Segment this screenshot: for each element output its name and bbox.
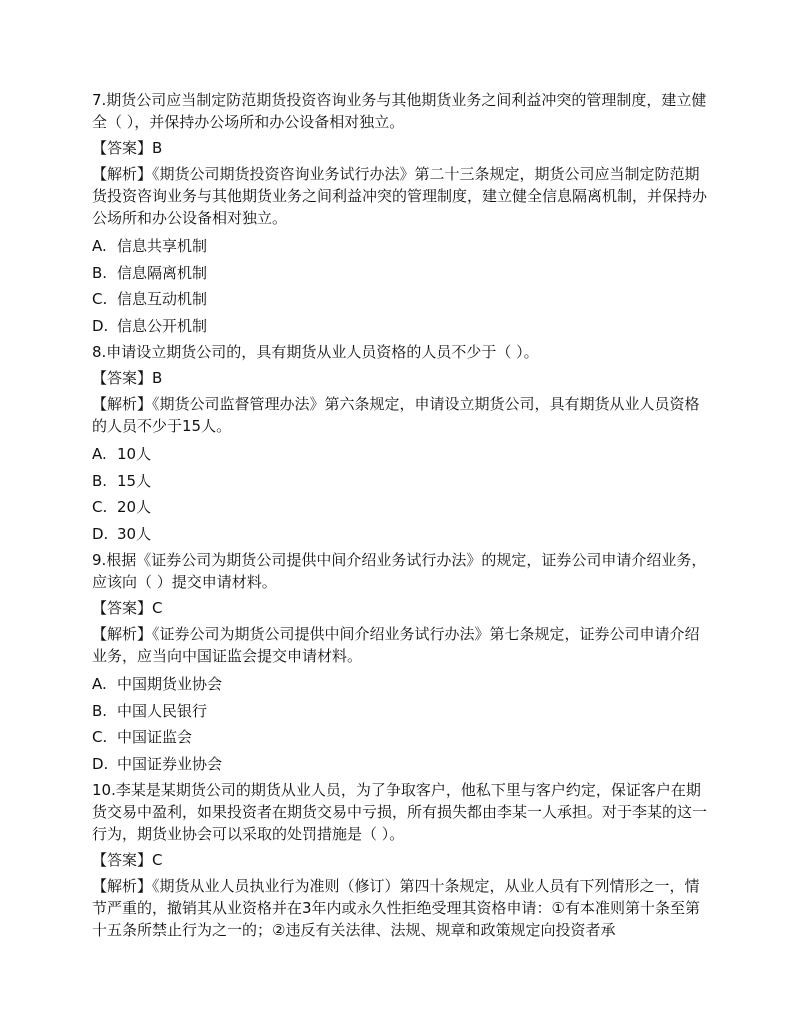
question-block-8 [92, 341, 708, 545]
option-c: C. 20人 [92, 498, 152, 516]
question-text: 7.期货公司应当制定防范期货投资咨询业务与其他期货业务之间利益冲突的管理制度，建立健全（ ），并保持办公场所和办公设备相对独立。 [92, 91, 707, 131]
explanation-text: 【解析】《证券公司为期货公司提供中间介绍业务试行办法》第七条规定，证券公司申请介绍业务，应当向中国证监会提交申请材料。 [92, 625, 700, 665]
explanation-text: 【解析】《期货公司监督管理办法》第六条规定，申请设立期货公司，具有期货从业人员资格的人员不少于15人。 [92, 395, 700, 435]
option-c: C. 信息互动机制 [92, 290, 208, 308]
answer-label: 【答案】C [92, 599, 163, 617]
answer-label: 【答案】B [92, 139, 163, 157]
option-d: D. 中国证券业协会 [92, 754, 223, 773]
option-b: B. 中国人民银行 [92, 701, 208, 720]
option-d: D. 30人 [92, 524, 152, 543]
question-block-9 [92, 549, 708, 775]
answer-label: 【答案】B [92, 369, 163, 387]
question-text: 10.李某是某期货公司的期货从业人员，为了争取客户，他私下里与客户约定，保证客户在期货交易中盈利，如果投资者在期货交易中亏损，所有损失都由李某一人承担。对于李某的这一行为，期货业协会可以采取的处罚措施是（ ）。 [92, 781, 708, 843]
question-block-7 [92, 89, 708, 337]
question-text: 8.申请设立期货公司的，具有期货从业人员资格的人员不少于（ ）。 [92, 343, 539, 361]
option-c: C. 中国证监会 [92, 728, 193, 746]
option-a: A. 中国期货业协会 [92, 675, 223, 693]
explanation-text: 【解析】《期货从业人员执业行为准则（修订）第四十条规定，从业人员有下列情形之一，情节严重的，撤销其从业资格并在3年内或永久性拒绝受理其资格申请：①有本准则第十条至第十五条所禁止行为之一的；②违反有关法律、法规、规章和政策规定向投资者承 [92, 877, 700, 939]
option-a: A. 信息共享机制 [92, 237, 208, 255]
answer-label: 【答案】C [92, 851, 163, 869]
option-b: B. 信息隔离机制 [92, 263, 208, 282]
option-b: B. 15人 [92, 471, 152, 490]
question-block-10 [92, 779, 708, 941]
explanation-text: 【解析】《期货公司期货投资咨询业务试行办法》第二十三条规定，期货公司应当制定防范期货投资咨询业务与其他期货业务之间利益冲突的管理制度，建立健全信息隔离机制，并保持办公场所和办公设备相对独立。 [92, 165, 708, 227]
option-a: A. 10人 [92, 445, 152, 463]
question-text: 9.根据《证券公司为期货公司提供中间介绍业务试行办法》的规定，证券公司申请介绍业务，应该向（ ）提交申请材料。 [92, 551, 707, 591]
document-page [92, 89, 708, 947]
option-d: D. 信息公开机制 [92, 316, 208, 335]
